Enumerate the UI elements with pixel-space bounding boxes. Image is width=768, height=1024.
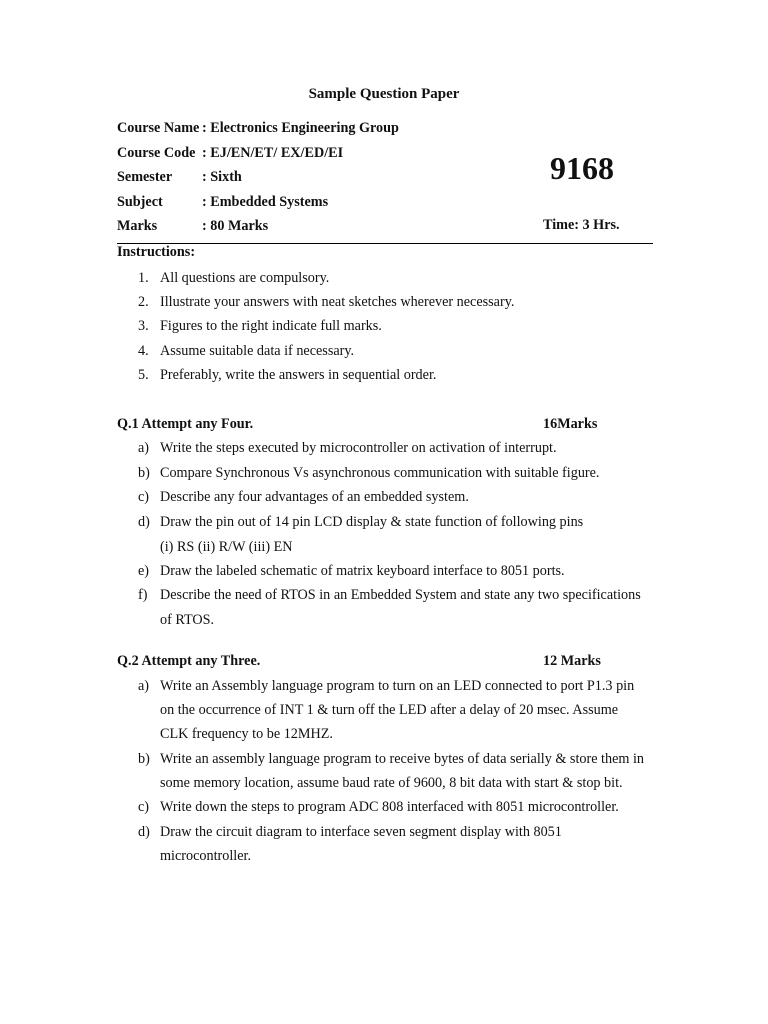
q1-item-text: Write the steps executed by microcontroller on activation of interrupt. [160, 440, 557, 456]
q2-item-number: b) [138, 751, 150, 767]
semester-value: : Sixth [202, 169, 242, 185]
semester-row [117, 169, 242, 186]
q2-item-text: microcontroller. [160, 848, 252, 864]
course-name-label: Course Name [117, 120, 200, 136]
instructions-heading: Instructions: [117, 244, 196, 260]
q2-item-number: d) [138, 824, 150, 840]
q2-marks: 12 Marks [543, 653, 601, 669]
q2-item-number: a) [138, 678, 150, 694]
instruction-item-text: Preferably, write the answers in sequential order. [160, 367, 437, 383]
q2-item-text: Write an Assembly language program to turn on an LED connected to port P1.3 pin [160, 678, 635, 694]
q1-item-number: f) [138, 587, 148, 603]
time-duration: Time: 3 Hrs. [543, 217, 620, 233]
marks-label: Marks [117, 218, 158, 234]
q2-item-text: CLK frequency to be 12MHZ. [160, 726, 333, 742]
course-name-row [117, 120, 399, 137]
q1-item-text: Compare Synchronous Vs asynchronous communication with suitable figure. [160, 465, 600, 481]
q1-item-number: c) [138, 489, 150, 505]
header-divider [117, 243, 653, 244]
instruction-item-text: Assume suitable data if necessary. [160, 343, 355, 359]
q1-item-text: Describe the need of RTOS in an Embedded System and state any two specifications [160, 587, 641, 603]
page-title: Sample Question Paper [308, 86, 460, 102]
instruction-item-number: 2. [138, 294, 149, 310]
marks-value: : 80 Marks [202, 218, 269, 234]
instruction-item-number: 5. [138, 367, 149, 383]
instruction-item-text: Figures to the right indicate full marks. [160, 318, 382, 334]
q1-item-number: a) [138, 440, 150, 456]
q1-marks: 16Marks [543, 416, 598, 432]
instruction-item-number: 4. [138, 343, 149, 359]
q1-item-number: d) [138, 514, 150, 530]
subject-value: : Embedded Systems [202, 194, 329, 210]
q1-item-text: Draw the labeled schematic of matrix keyboard interface to 8051 ports. [160, 563, 565, 579]
q2-item-text: some memory location, assume baud rate of 9600, 8 bit data with start & stop bit. [160, 775, 623, 791]
q1-item-number: b) [138, 465, 150, 481]
course-code-value: : EJ/EN/ET/ EX/ED/EI [202, 145, 344, 161]
q1-item-text: of RTOS. [160, 612, 215, 628]
q2-item-number: c) [138, 799, 150, 815]
q1-item-text: (i) RS (ii) R/W (iii) EN [160, 539, 293, 555]
q2-item-text: Write down the steps to program ADC 808 interfaced with 8051 microcontroller. [160, 799, 619, 815]
instruction-item-number: 3. [138, 318, 149, 334]
q2-item-text: Write an assembly language program to receive bytes of data serially & store them in [160, 751, 645, 767]
instruction-item-number: 1. [138, 270, 149, 286]
subject-row [117, 194, 328, 211]
marks-row [117, 218, 268, 235]
q2-item-text: on the occurrence of INT 1 & turn off the LED after a delay of 20 msec. Assume [160, 702, 619, 718]
q2-heading: Q.2 Attempt any Three. [117, 653, 261, 669]
q2-item-text: Draw the circuit diagram to interface seven segment display with 8051 [160, 824, 562, 840]
instruction-item-text: Illustrate your answers with neat sketches wherever necessary. [160, 294, 515, 310]
q1-heading: Q.1 Attempt any Four. [117, 416, 254, 432]
course-name-value: : Electronics Engineering Group [202, 120, 399, 136]
course-code-row [117, 145, 343, 162]
q1-item-text: Draw the pin out of 14 pin LCD display & state function of following pins [160, 514, 584, 530]
instruction-item-text: All questions are compulsory. [160, 270, 330, 286]
paper-code: 9168 [550, 150, 614, 186]
q1-item-text: Describe any four advantages of an embedded system. [160, 489, 469, 505]
q1-item-number: e) [138, 563, 150, 579]
semester-label: Semester [117, 169, 173, 185]
subject-label: Subject [117, 194, 163, 210]
course-code-label: Course Code [117, 145, 196, 161]
